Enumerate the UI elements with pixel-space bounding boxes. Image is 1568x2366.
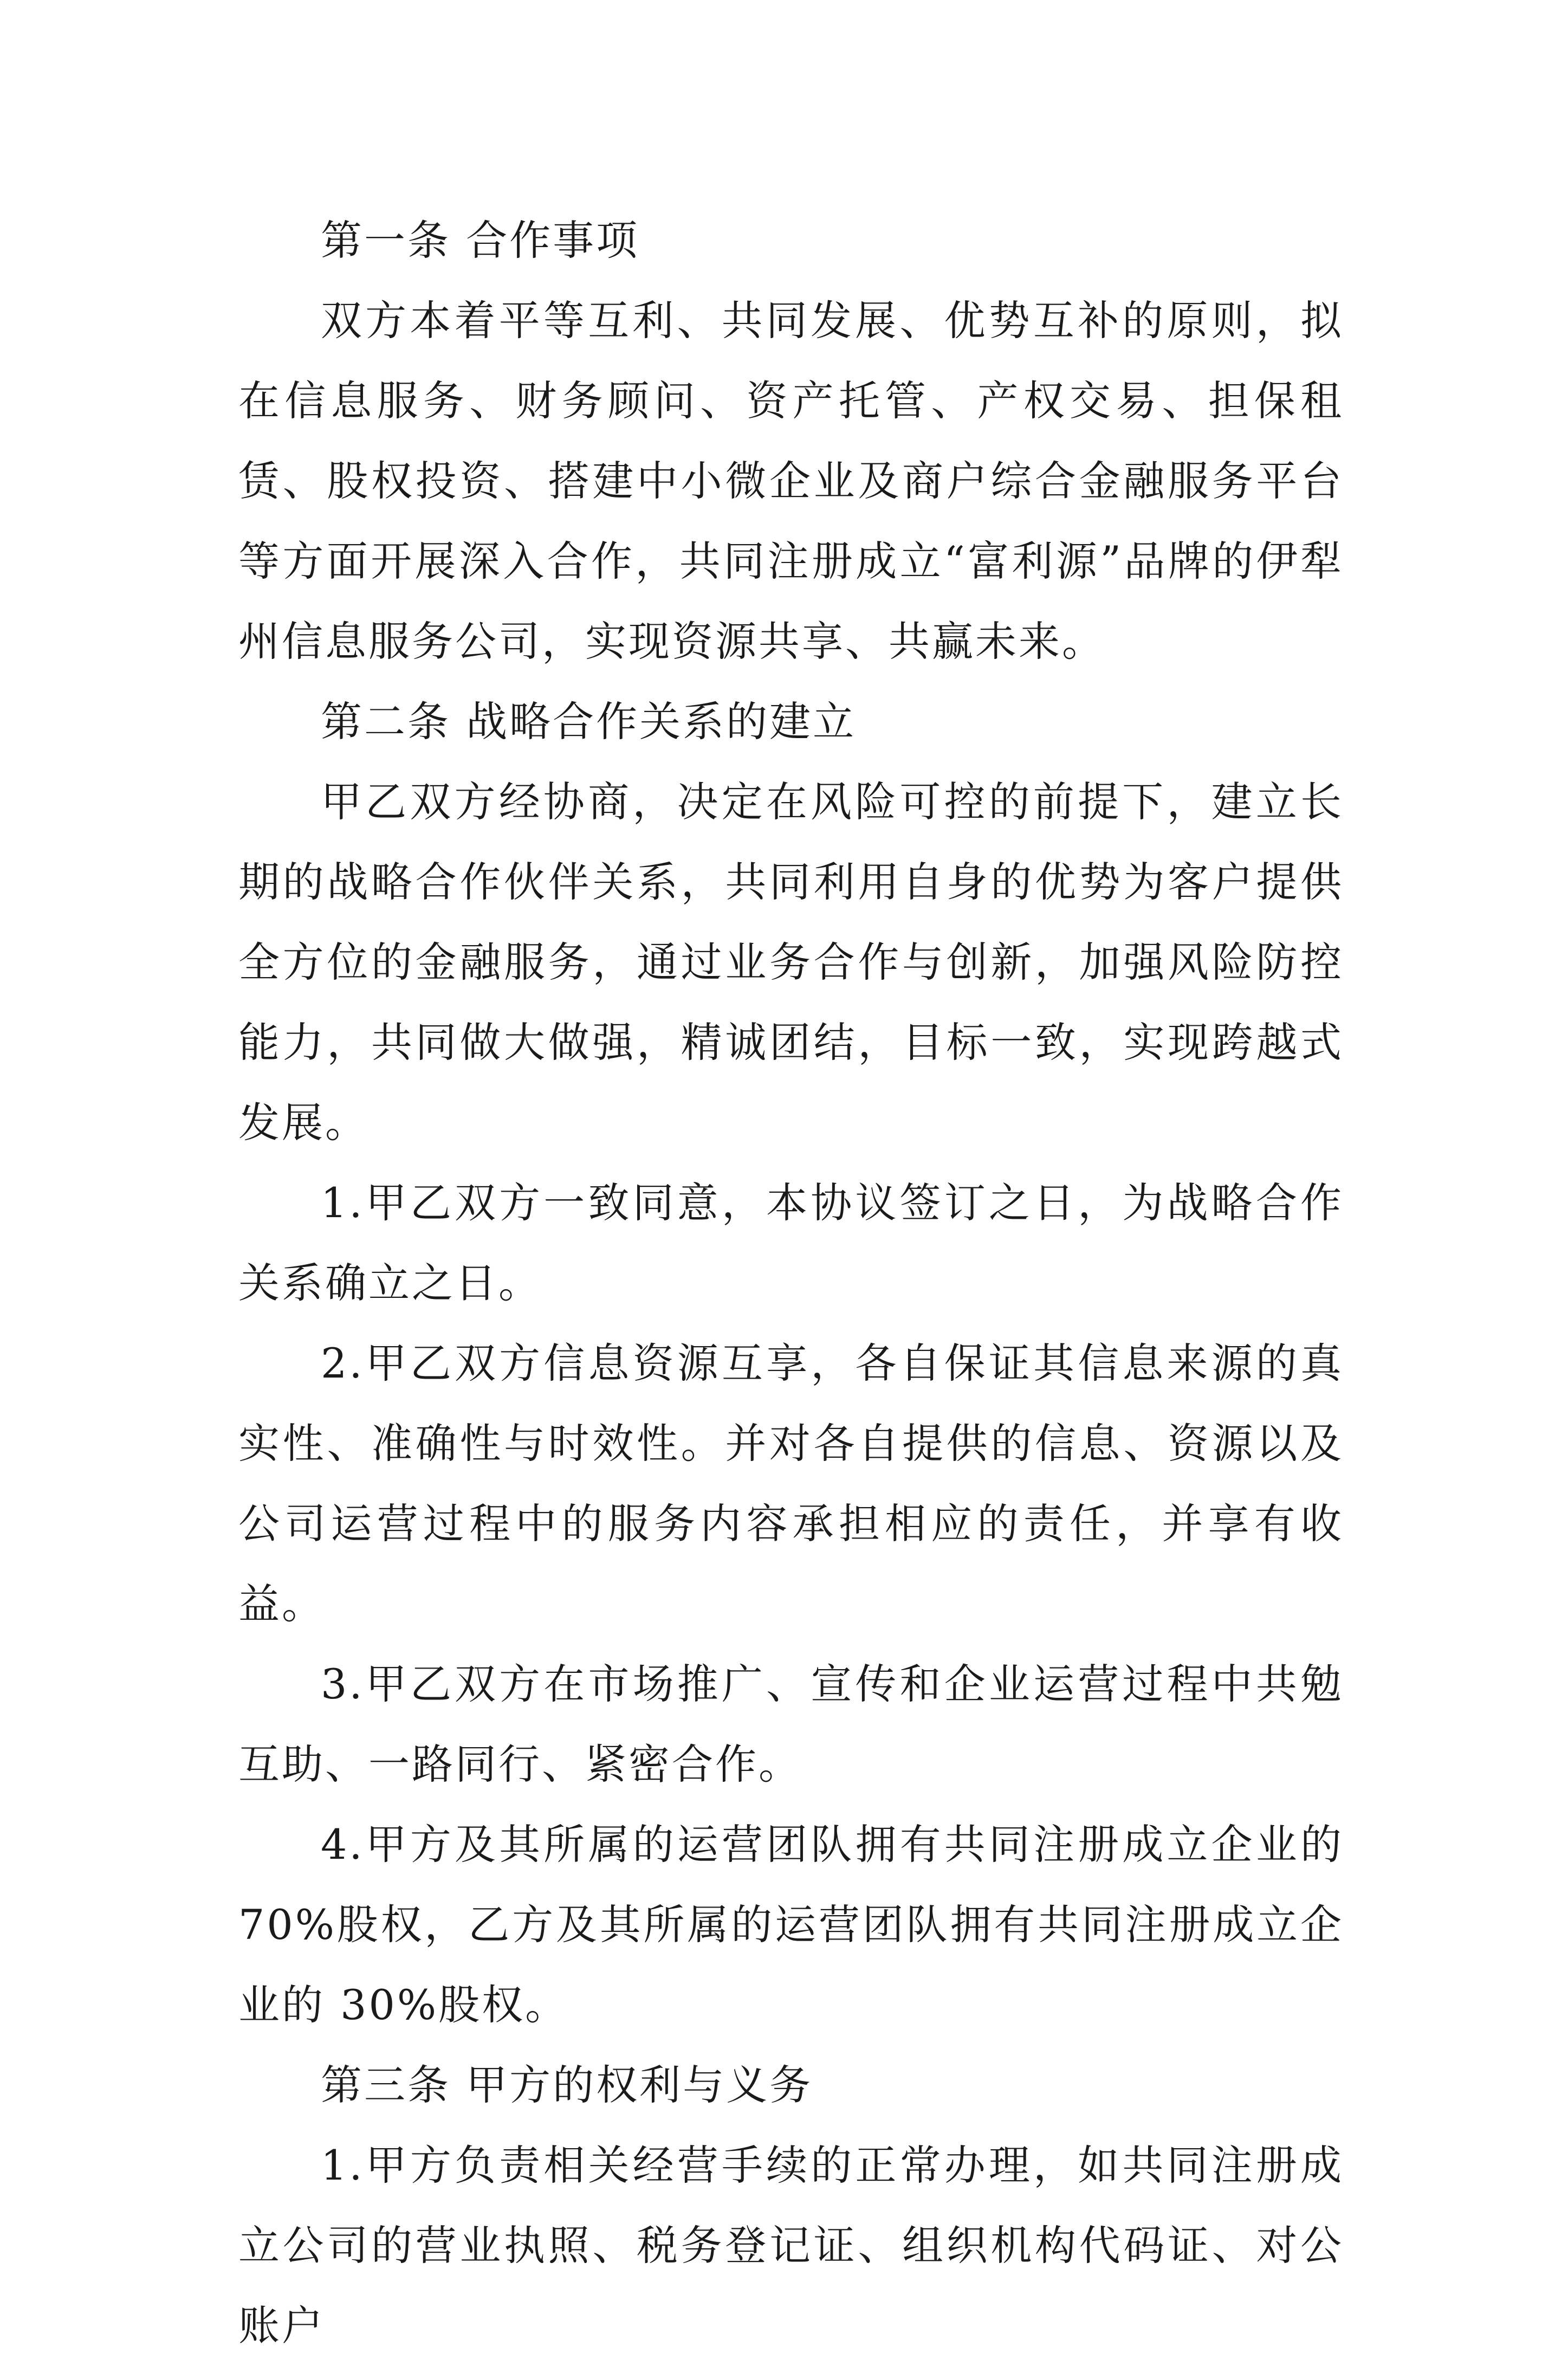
article-2-item-1: 1.甲乙双方一致同意，本协议签订之日，为战略合作关系确立之日。 bbox=[238, 1179, 1344, 1307]
article-2-item-4: 4.甲方及其所属的运营团队拥有共同注册成立企业的70%股权，乙方及其所属的运营团队拥有共同注册成立企业的 30%股权。 bbox=[238, 1820, 1344, 2029]
article-2-heading: 第二条 战略合作关系的建立 bbox=[321, 697, 857, 746]
article-3-heading: 第三条 甲方的权利与义务 bbox=[321, 2061, 813, 2109]
article-1-heading: 第一条 合作事项 bbox=[321, 216, 640, 264]
article-2-paragraph: 甲乙双方经协商，决定在风险可控的前提下，建立长期的战略合作伙伴关系，共同利用自身的优势为客户提供全方位的金融服务，通过业务合作与创新，加强风险防控能力，共同做大做强，精诚团结，目标一致，实现跨越式发展。 bbox=[238, 778, 1344, 1147]
article-3-item-1: 1.甲方负责相关经营手续的正常办理，如共同注册成立公司的营业执照、税务登记证、组织机构代码证、对公账户 bbox=[238, 2141, 1344, 2350]
article-1-paragraph: 双方本着平等互利、共同发展、优势互补的原则，拟在信息服务、财务顾问、资产托管、产权交易、担保租赁、股权投资、搭建中小微企业及商户综合金融服务平台等方面开展深入合作，共同注册成立“富利源”品牌的伊犁州信息服务公司，实现资源共享、共赢未来。 bbox=[238, 296, 1344, 665]
article-2-item-3: 3.甲乙双方在市场推广、宣传和企业运营过程中共勉互助、一路同行、紧密合作。 bbox=[238, 1660, 1344, 1788]
article-2-item-2: 2.甲乙双方信息资源互享，各自保证其信息来源的真实性、准确性与时效性。并对各自提供的信息、资源以及公司运营过程中的服务内容承担相应的责任，并享有收益。 bbox=[238, 1339, 1344, 1628]
document-body bbox=[238, 201, 1344, 2366]
